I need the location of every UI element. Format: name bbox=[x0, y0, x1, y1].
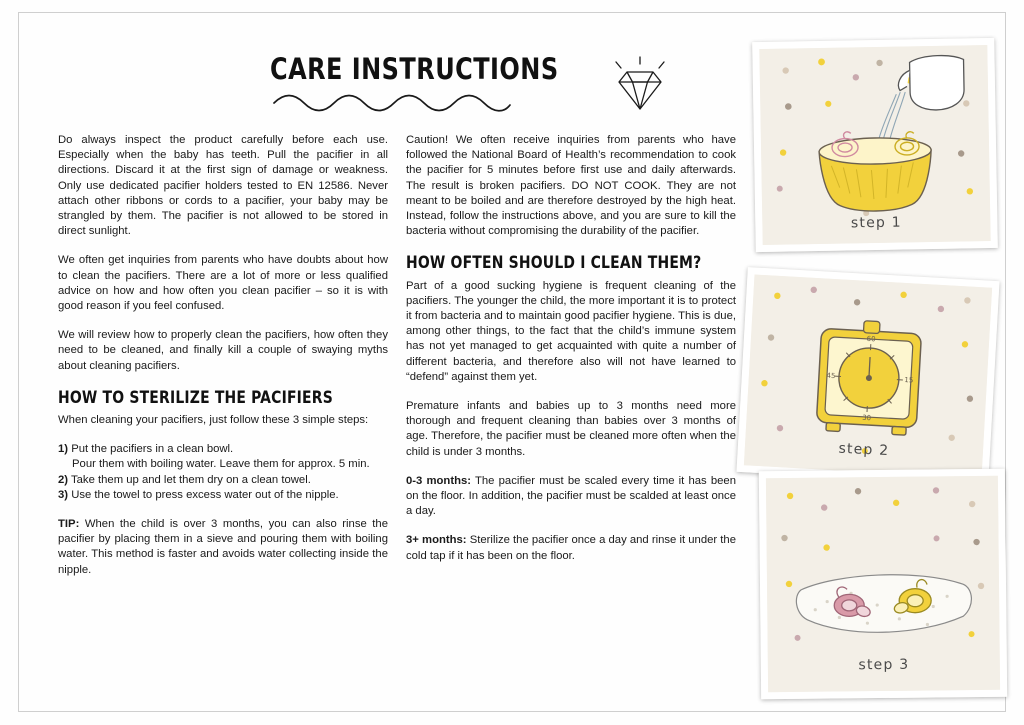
tip-text: When the child is over 3 months, you can also rinse the pacifier by placing them in a sieve and pouring them with boiling water. This method is faster and avoids water collecting inside the nipple. bbox=[58, 518, 388, 576]
step-number: 1) bbox=[58, 443, 69, 456]
age-0-3-text: The pacifier must be scaled every time it has been on the floor. In addition, the pacifier must be scalded at least once a day. bbox=[406, 474, 736, 518]
document-header bbox=[60, 52, 750, 122]
section-heading-sterilize: HOW TO STERILIZE THE PACIFIERS bbox=[58, 387, 333, 407]
svg-text:45: 45 bbox=[826, 371, 836, 381]
list-item bbox=[58, 442, 388, 457]
paragraph: We will review how to properly clean the pacifiers, how often they need to be cleaned, and finally kill a couple of swaying myths about cleaning pacifiers. bbox=[58, 329, 388, 372]
photo-caption: step 2 bbox=[838, 440, 890, 460]
photo-gallery bbox=[742, 18, 1014, 708]
photo-card-step-1 bbox=[752, 38, 998, 252]
step-text: Put the pacifiers in a clean bowl. bbox=[71, 443, 234, 456]
steps-list bbox=[58, 442, 388, 503]
svg-text:30: 30 bbox=[862, 413, 872, 423]
left-text-column bbox=[58, 133, 388, 592]
paragraph: Premature infants and babies up to 3 months need more thorough and frequent cleaning than babies over 3 months of age. Therefore, the pacifier must be cleaned more often when the child is under 3 months. bbox=[406, 400, 736, 458]
diamond-icon bbox=[605, 54, 675, 116]
photo-card-step-3 bbox=[759, 469, 1007, 700]
tip-label: TIP: bbox=[58, 518, 80, 531]
age-3plus-label: 3+ months: bbox=[406, 534, 467, 547]
step-subtext: Pour them with boiling water. Leave them for approx. 5 min. bbox=[72, 458, 370, 471]
step-number: 3) bbox=[58, 488, 69, 501]
page-title: CARE INSTRUCTIONS bbox=[270, 52, 559, 86]
right-text-column bbox=[406, 133, 736, 578]
svg-text:15: 15 bbox=[904, 376, 914, 385]
paragraph: Part of a good sucking hygiene is frequent cleaning of the pacifiers. The younger the child, the more important it is to protect it from bacteria and to maintain good pacifier hygiene. This is due, among other things, to the fact that the child’s immune system has not yet managed to get acquainted with quite a number of different bacteria, and therefore also will not have learned to “defend” against them yet. bbox=[406, 279, 736, 383]
list-item bbox=[58, 488, 388, 503]
svg-text:60: 60 bbox=[866, 334, 876, 344]
photo-card-step-2 bbox=[736, 267, 999, 486]
paragraph: Do always inspect the product carefully before each use. Especially when the baby has teeth. Pull the pacifier in all directions. Discard it at the first sign of damage or weakness. Only use dedicated pacifier holders tested to EN 12586. Never attach other ribbons or cords to a pacifier, your baby may be strangled by them. The pacifier is not allowed to be stored in direct sunlight. bbox=[58, 134, 388, 238]
list-item bbox=[58, 473, 388, 488]
photo-caption: step 3 bbox=[858, 656, 910, 674]
step-text: Use the towel to press excess water out of the nipple. bbox=[71, 488, 339, 501]
step-text: Take them up and let them dry on a clean towel. bbox=[70, 473, 311, 486]
age-3plus-text: Sterilize the pacifier once a day and rinse it under the cold tap if it has been on the floor. bbox=[406, 534, 736, 562]
photo-caption: step 1 bbox=[850, 214, 902, 232]
age-0-3-paragraph bbox=[406, 474, 736, 520]
paragraph: Caution! We often receive inquiries from parents who have followed the National Board of Health’s recommendation to cook the pacifier for 5 minutes before first use and daily afterwards. The result is broken pacifiers. DO NOT COOK. They are not meant to be boiled and are therefore destroyed by the high heat. Instead, follow the instructions above, and you are sure to kill the bacteria without compromising the durability of the pacifier. bbox=[406, 134, 736, 238]
sterilize-intro: When cleaning your pacifiers, just follow these 3 simple steps: bbox=[58, 414, 369, 427]
wavy-line-divider-icon bbox=[272, 92, 512, 112]
section-heading-clean: HOW OFTEN SHOULD I CLEAN THEM? bbox=[406, 253, 702, 273]
tip-paragraph bbox=[58, 517, 388, 578]
step-number: 2) bbox=[58, 473, 69, 486]
age-0-3-label: 0-3 months: bbox=[406, 474, 472, 487]
age-3plus-paragraph bbox=[406, 533, 736, 563]
paragraph: We often get inquiries from parents who have doubts about how to clean the pacifiers. There are a lot of more or less qualified advice on how and how often you clean pacifier – so it is with good reason if you feel confused. bbox=[58, 254, 388, 313]
